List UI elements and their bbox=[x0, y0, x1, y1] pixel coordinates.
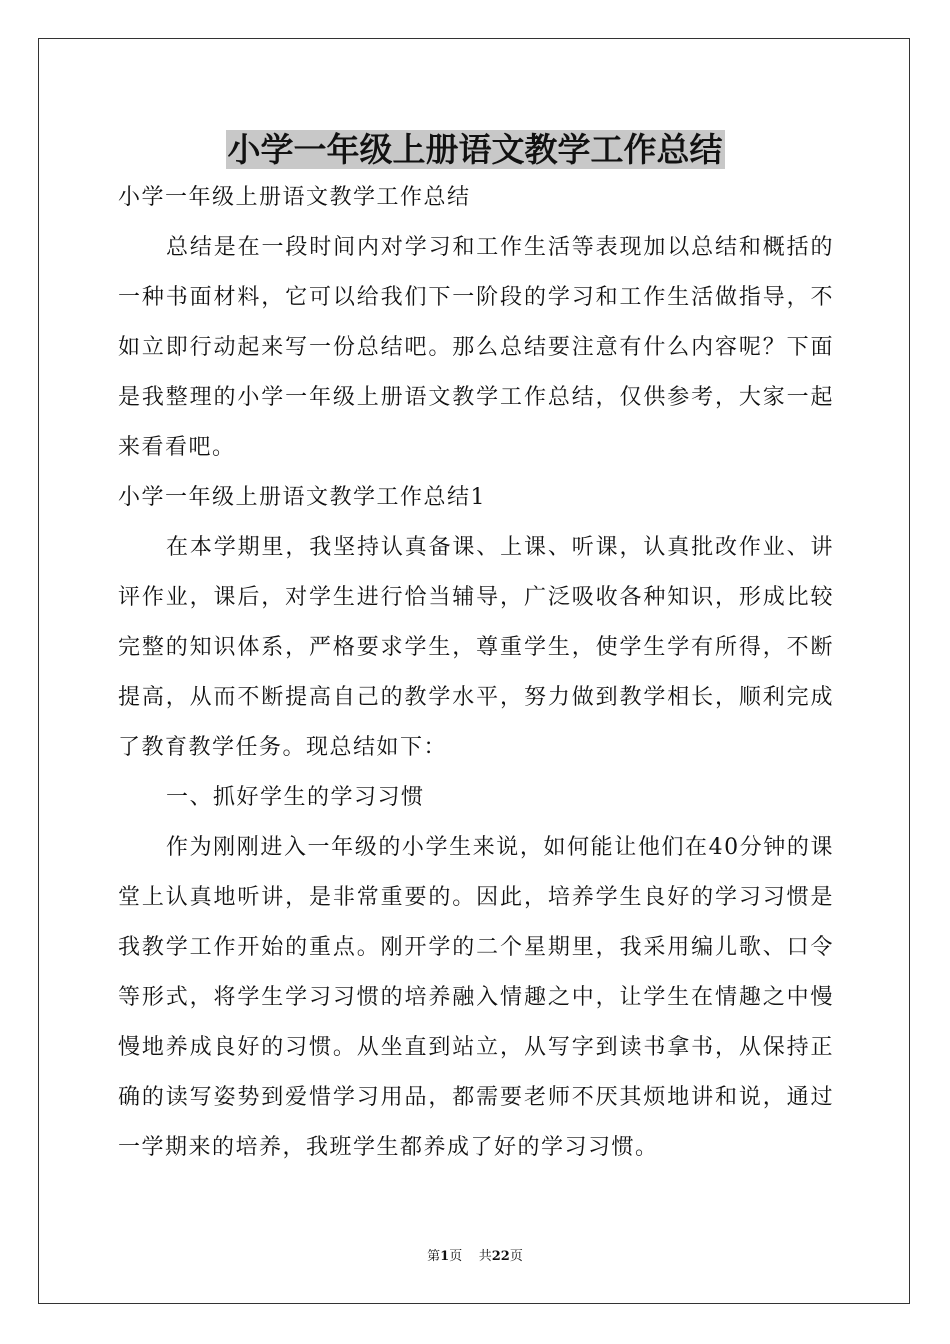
document-title bbox=[0, 124, 950, 176]
paragraph: 总结是在一段时间内对学习和工作生活等表现加以总结和概括的一种书面材料，它可以给我们下一阶段的学习和工作生活做指导，不如立即行动起来写一份总结吧。那么总结要注意有什么内容呢？下面是我整理的小学一年级上册语文教学工作总结，仅供参考，大家一起来看看吧。 bbox=[118, 235, 834, 460]
page-suffix: 页 bbox=[449, 1249, 463, 1264]
total-pages: 22 bbox=[491, 1249, 510, 1264]
paragraph: 作为刚刚进入一年级的小学生来说，如何能让他们在40分钟的课堂上认真地听讲，是非常重要的。因此，培养学生良好的学习习惯是我教学工作开始的重点。刚开学的二个星期里，我采用编儿歌、口令等形式，将学生学习习惯的培养融入情趣之中，让学生在情趣之中慢慢地养成良好的习惯。从坐直到站立，从写字到读书拿书，从保持正确的读写姿势到爱惜学习用品，都需要老师不厌其烦地讲和说，通过一学期来的培养，我班学生都养成了好的学习习惯。 bbox=[118, 835, 834, 1160]
section-heading: 小学一年级上册语文教学工作总结1 bbox=[118, 485, 486, 510]
document-title-text: 小学一年级上册语文教学工作总结 bbox=[227, 130, 723, 169]
total-prefix: 共 bbox=[478, 1249, 492, 1264]
page-footer bbox=[0, 1245, 950, 1264]
paragraph: 小学一年级上册语文教学工作总结 bbox=[118, 185, 471, 210]
subsection-heading: 一、抓好学生的学习习惯 bbox=[166, 785, 425, 810]
document-body bbox=[118, 173, 834, 1173]
page-prefix: 第 bbox=[427, 1249, 441, 1264]
paragraph: 在本学期里，我坚持认真备课、上课、听课，认真批改作业、讲评作业，课后，对学生进行恰当辅导，广泛吸收各种知识，形成比较完整的知识体系，严格要求学生，尊重学生，使学生学有所得，不断提高，从而不断提高自己的教学水平，努力做到教学相长，顺利完成了教育教学任务。现总结如下： bbox=[118, 535, 834, 760]
page-number: 1 bbox=[440, 1249, 450, 1264]
total-suffix: 页 bbox=[509, 1249, 523, 1264]
